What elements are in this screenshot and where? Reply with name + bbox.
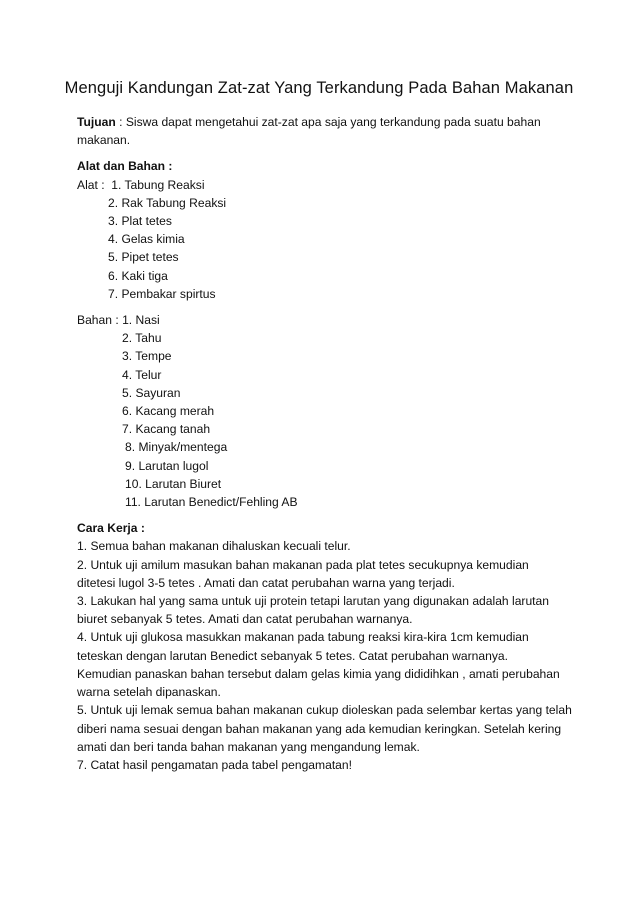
cara-kerja-line-5: biuret sebanyak 5 tetes. Amati dan catat perubahan warnanya. <box>77 612 413 627</box>
alat-item-3: 3. Plat tetes <box>108 214 172 229</box>
bahan-item-10: 10. Larutan Biuret <box>125 476 222 491</box>
cara-kerja-line-1: 1. Semua bahan makanan dihaluskan kecuali telur. <box>77 539 351 554</box>
bahan-prefix: Bahan : <box>77 313 123 328</box>
cara-kerja-line-12: amati dan beri tanda bahan makanan yang mengandung lemak. <box>77 739 420 754</box>
bahan-item-2: 2. Tahu <box>122 331 162 346</box>
cara-kerja-line-11: diberi nama sesuai dengan bahan makanan yang ada kemudian keringkan. Setelah kering <box>77 721 562 736</box>
bahan-item-11: 11. Larutan Benedict/Fehling AB <box>125 495 298 510</box>
bahan-item-8: 8. Minyak/mentega <box>125 440 228 455</box>
document-title: Menguji Kandungan Zat-zat Yang Terkandung Pada Bahan Makanan <box>64 79 574 97</box>
tujuan-label: Tujuan <box>77 115 116 129</box>
cara-kerja-line-3: ditetesi lugol 3-5 tetes . Amati dan catat perubahan warna yang terjadi. <box>77 575 455 590</box>
alat-item-5: 5. Pipet tetes <box>108 250 179 265</box>
bahan-item-6: 6. Kacang merah <box>122 404 215 419</box>
cara-kerja-line-9: warna setelah dipanaskan. <box>77 685 221 700</box>
alat-bahan-heading: Alat dan Bahan : <box>77 159 173 174</box>
alat-item-1: Alat : 1. Tabung Reaksi <box>77 177 205 192</box>
document-body <box>77 113 572 774</box>
bahan-item-4: 4. Telur <box>122 367 162 382</box>
alat-item-7: 7. Pembakar spirtus <box>108 286 216 301</box>
alat-item-4: 4. Gelas kimia <box>108 232 185 247</box>
bahan-item-1: Bahan : 1. Nasi <box>77 313 160 328</box>
tujuan-line-2: makanan. <box>77 133 131 148</box>
cara-kerja-line-10: 5. Untuk uji lemak semua bahan makanan cukup dioleskan pada selembar kertas yang telah <box>77 703 572 718</box>
tujuan-text: : Siswa dapat mengetahui zat-zat apa saja yang terkandung pada suatu bahan <box>115 115 541 129</box>
cara-kerja-heading: Cara Kerja : <box>77 521 145 536</box>
bahan-item-5: 5. Sayuran <box>122 385 181 400</box>
tujuan-line-1 <box>77 113 572 131</box>
cara-kerja-line-8: Kemudian panaskan bahan tersebut dalam gelas kimia yang dididihkan , amati perubahan <box>77 666 560 681</box>
alat-item-6: 6. Kaki tiga <box>108 268 168 283</box>
cara-kerja-line-13: 7. Catat hasil pengamatan pada tabel pengamatan! <box>77 757 352 772</box>
cara-kerja-line-2: 2. Untuk uji amilum masukan bahan makanan pada plat tetes secukupnya kemudian <box>77 557 529 572</box>
cara-kerja-line-4: 3. Lakukan hal yang sama untuk uji protein tetapi larutan yang digunakan adalah larutan <box>77 594 549 609</box>
bahan-item-9: 9. Larutan lugol <box>125 458 209 473</box>
bahan-item-7: 7. Kacang tanah <box>122 422 211 437</box>
cara-kerja-line-7: teteskan dengan larutan Benedict sebanyak 5 tetes. Catat perubahan warnanya. <box>77 648 508 663</box>
alat-item-2: 2. Rak Tabung Reaksi <box>108 195 227 210</box>
bahan-item-3: 3. Tempe <box>122 349 172 364</box>
cara-kerja-line-6: 4. Untuk uji glukosa masukkan makanan pada tabung reaksi kira-kira 1cm kemudian <box>77 630 529 645</box>
alat-prefix: Alat : <box>77 177 112 192</box>
